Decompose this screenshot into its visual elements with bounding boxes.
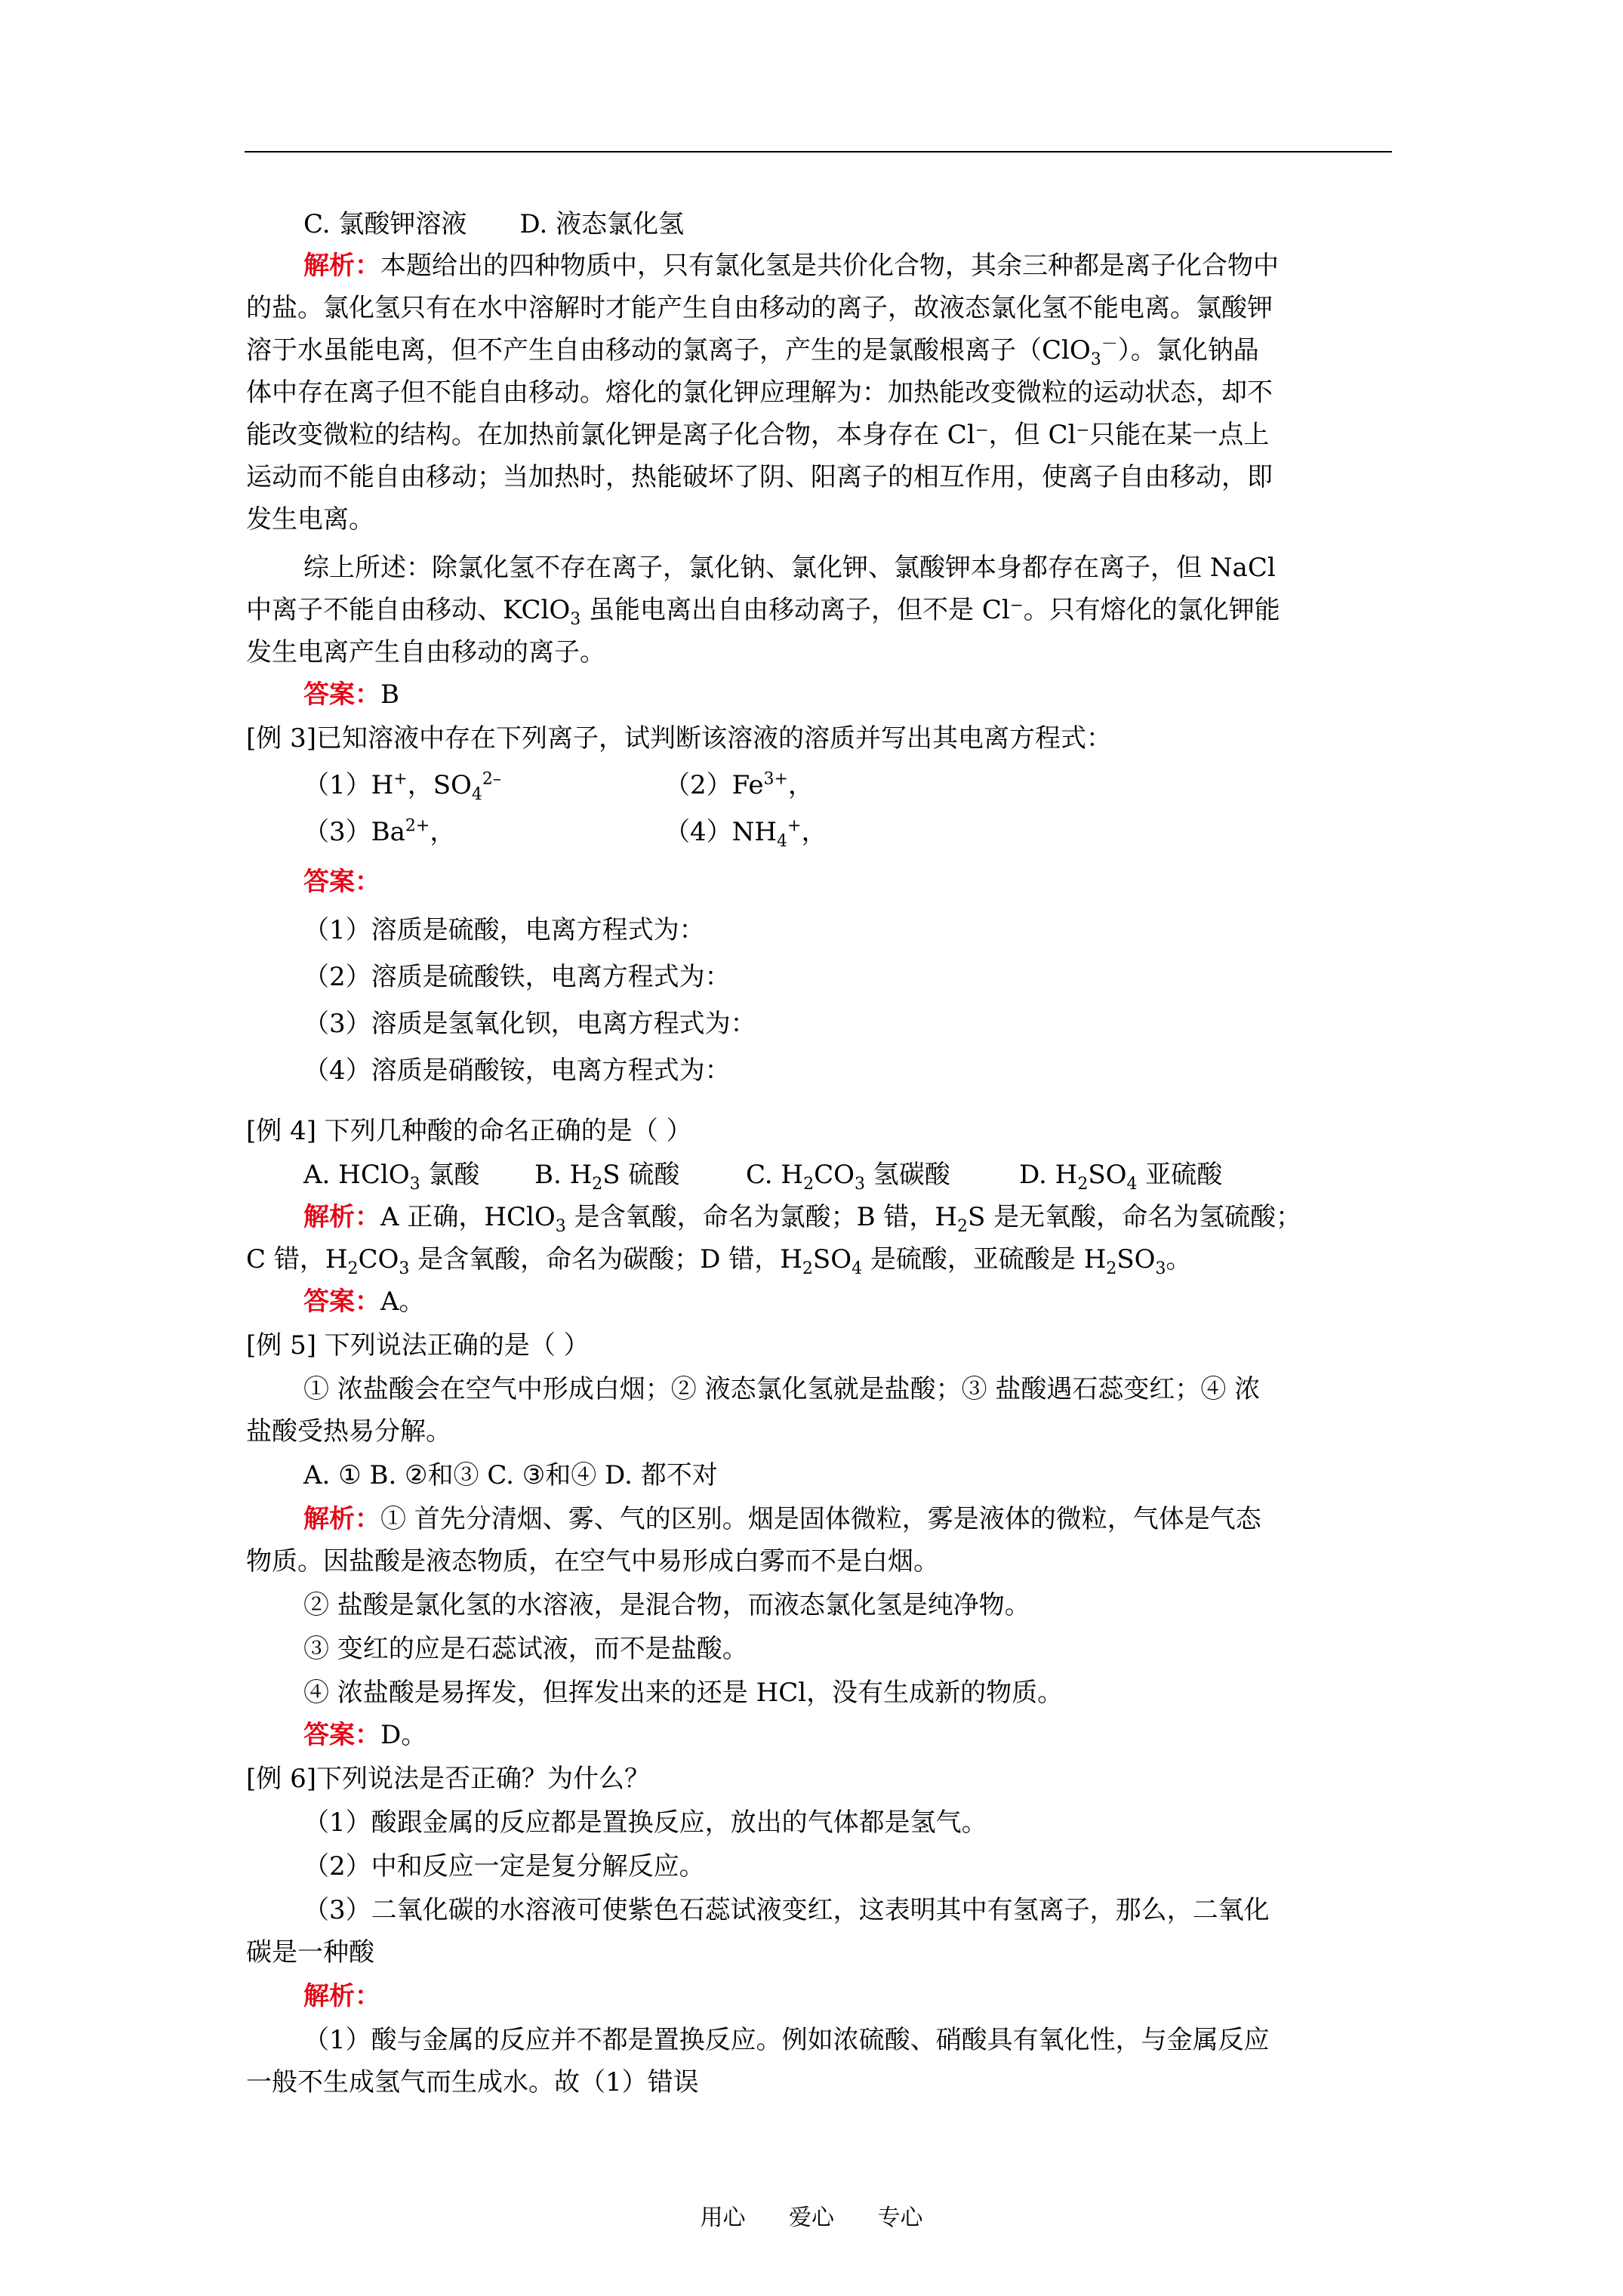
text: ， (787, 770, 814, 800)
analysis-label: 解析： (303, 251, 380, 281)
subscript: 3 (1155, 1259, 1166, 1278)
footer-text: 爱心 (789, 2205, 834, 2231)
text: ， (430, 817, 456, 847)
text: 本题给出的四种物质中，只有氯化氢是共价化合物，其余三种都是离子化合物中 (380, 251, 1279, 281)
answer-item: （1）溶质是硫酸，电离方程式为： (303, 915, 705, 945)
text: CO (814, 1160, 855, 1190)
text: S 硫酸 (602, 1160, 680, 1190)
subscript: 4 (471, 784, 482, 804)
text: （3）Ba (303, 817, 405, 847)
answer-value: B (380, 680, 399, 710)
text: SO (1088, 1160, 1127, 1190)
option-line (303, 769, 501, 802)
text: 氯酸 (420, 1160, 480, 1190)
text: ，SO (407, 770, 472, 800)
text: 。 (1166, 1244, 1192, 1274)
statement-line: （3）二氧化碳的水溶液可使紫色石蕊试液变红，这表明其中有氢离子，那么，二氧化 (303, 1895, 1270, 1925)
page-footer (0, 2199, 1623, 2232)
text: 是硫酸，亚硫酸是 H (862, 1244, 1107, 1274)
analysis-label: 解析： (303, 1202, 380, 1232)
analysis-label: 解析： (303, 1504, 380, 1534)
superscript: 2– (482, 769, 501, 789)
answer-item: （3）溶质是氢氧化钡，电离方程式为： (303, 1009, 756, 1039)
statement-line: 碳是一种酸 (246, 1937, 374, 1968)
statement-line: ① 浓盐酸会在空气中形成白烟；② 液态氯化氢就是盐酸；③ 盐酸遇石蕊变红；④ 浓 (303, 1374, 1261, 1404)
text: B. H (534, 1160, 593, 1190)
text: C 错，H (246, 1244, 348, 1274)
text: 氢碳酸 (864, 1160, 950, 1190)
analysis-line (303, 1502, 1261, 1536)
text: （1）H (303, 770, 394, 800)
footer-text: 专心 (877, 2205, 923, 2231)
text-line: 综上所述：除氯化氢不存在离子，氯化钠、氯化钾、氯酸钾本身都存在离子，但 NaCl (303, 553, 1276, 583)
text-line: 的盐。氯化氢只有在水中溶解时才能产生自由移动的离子，故液态氯化氢不能电离。氯酸钾 (246, 293, 1273, 323)
subscript: 2 (592, 1174, 603, 1194)
answer-label: 答案： (303, 867, 380, 897)
subscript: 3 (570, 609, 581, 629)
subscript: 3 (1090, 350, 1101, 369)
question-4: [例 4] 下列几种酸的命名正确的是（ ） (246, 1116, 692, 1146)
answer-value: A。 (380, 1287, 425, 1317)
answer-item: （4）溶质是硝酸铵，电离方程式为： (303, 1056, 731, 1086)
text-line: ③ 变红的应是石蕊试液，而不是盐酸。 (303, 1634, 748, 1664)
answer-line (303, 678, 399, 711)
subscript: 4 (852, 1259, 863, 1278)
option-line (664, 769, 814, 802)
question-3: [例 3]已知溶液中存在下列离子，试判断该溶液的溶质并写出其电离方程式： (246, 723, 1112, 754)
superscript: + (787, 816, 802, 836)
answer-value: D。 (380, 1720, 427, 1750)
subscript: 3 (409, 1174, 420, 1194)
text-line: 一般不生成氢气而生成水。故（1）错误 (246, 2067, 699, 2097)
option-b (534, 1158, 680, 1194)
superscript: + (393, 769, 408, 789)
text-line: 发生电离产生自由移动的离子。 (246, 637, 605, 667)
text-line (246, 593, 1280, 627)
options-line: A. ① B. ②和③ C. ③和④ D. 都不对 (303, 1460, 718, 1490)
subscript: 3 (555, 1216, 566, 1236)
text-line: 能改变微粒的结构。在加热前氯化钾是离子化合物，本身存在 Cl⁻，但 Cl⁻只能在某一点上 (246, 420, 1270, 450)
text: C. H (746, 1160, 804, 1190)
text: SO (812, 1244, 852, 1274)
text: D. H (1019, 1160, 1078, 1190)
text: 溶于水虽能电离，但不产生自由移动的氯离子，产生的是氯酸根离子（ClO (246, 335, 1091, 365)
text-line: （1）酸与金属的反应并不都是置换反应。例如浓硫酸、硝酸具有氧化性，与金属反应 (303, 2025, 1270, 2055)
text: ， (801, 817, 827, 847)
option-a (303, 1158, 480, 1194)
statement-line: （1）酸跟金属的反应都是置换反应，放出的气体都是氢气。 (303, 1808, 987, 1838)
answer-item: （2）溶质是硫酸铁，电离方程式为： (303, 962, 731, 992)
subscript: 2 (803, 1174, 815, 1194)
subscript: 2 (347, 1259, 359, 1278)
subscript: 3 (854, 1174, 865, 1194)
option-d: D. 液态氯化氢 (519, 209, 685, 239)
text: ）。氯化钠晶 (1117, 335, 1259, 365)
answer-label: 答案： (303, 680, 380, 710)
answer-line (303, 1718, 427, 1752)
options-line (303, 208, 684, 241)
subscript: 2 (802, 1259, 813, 1278)
text: CO (358, 1244, 399, 1274)
question-6: [例 6]下列说法是否正确？为什么？ (246, 1764, 650, 1794)
text-line: ④ 浓盐酸是易挥发，但挥发出来的还是 HCl，没有生成新的物质。 (303, 1678, 1064, 1708)
analysis-label-line (303, 1980, 380, 2013)
text: 中离子不能自由移动、KClO (246, 595, 571, 625)
text: 是含氧酸，命名为氯酸；B 错，H (565, 1202, 958, 1232)
subscript: 2 (1077, 1174, 1089, 1194)
text: ① 首先分清烟、雾、气的区别。烟是固体微粒，雾是液体的微粒，气体是气态 (380, 1504, 1261, 1534)
option-line (664, 815, 827, 849)
subscript: 2 (957, 1216, 969, 1236)
analysis-label: 解析： (303, 1981, 380, 2011)
footer-text: 用心 (700, 2205, 746, 2231)
text: （4）NH (664, 817, 778, 847)
analysis-line (303, 249, 1279, 282)
text: 亚硫酸 (1137, 1160, 1223, 1190)
text-line: ② 盐酸是氯化氢的水溶液，是混合物，而液态氯化氢是纯净物。 (303, 1590, 1030, 1620)
text: （2）Fe (664, 770, 764, 800)
text: S 是无氧酸，命名为氢硫酸； (968, 1202, 1302, 1232)
subscript: 3 (399, 1259, 410, 1278)
text: 是含氧酸，命名为碳酸；D 错，H (409, 1244, 802, 1274)
statement-line: 盐酸受热易分解。 (246, 1416, 451, 1447)
answer-label-line (303, 865, 380, 898)
text: 虽能电离出自由移动离子，但不是 Cl⁻。只有熔化的氯化钾能 (581, 595, 1280, 625)
superscript: 2+ (405, 816, 430, 836)
option-d (1019, 1158, 1223, 1194)
subscript: 4 (777, 831, 788, 851)
question-5: [例 5] 下列说法正确的是（ ） (246, 1330, 590, 1361)
superscript: 3+ (763, 769, 788, 789)
analysis-line (303, 1200, 1301, 1234)
statement-line: （2）中和反应一定是复分解反应。 (303, 1851, 705, 1881)
text-line: 运动而不能自由移动；当加热时，热能破坏了阴、阳离子的相互作用，使离子自由移动，即 (246, 462, 1273, 492)
option-c: C. 氯酸钾溶液 (303, 209, 467, 239)
header-rule (245, 151, 1392, 153)
text-line: 物质。因盐酸是液态物质，在空气中易形成白雾而不是白烟。 (246, 1546, 939, 1576)
text: A. HClO (303, 1160, 410, 1190)
text-line (246, 1243, 1192, 1276)
option-line (303, 815, 455, 849)
text-line: 发生电离。 (246, 504, 374, 535)
text-line: 体中存在离子但不能自由移动。熔化的氯化钾应理解为：加热能改变微粒的运动状态，却不 (246, 378, 1273, 408)
text: A 正确，HClO (380, 1202, 556, 1232)
answer-label: 答案： (303, 1287, 380, 1317)
subscript: 2 (1106, 1259, 1117, 1278)
text: SO (1116, 1244, 1156, 1274)
superscript: － (1101, 334, 1118, 354)
answer-label: 答案： (303, 1720, 380, 1750)
option-c (746, 1158, 950, 1194)
answer-line (303, 1285, 425, 1318)
text-line (246, 334, 1259, 367)
subscript: 4 (1126, 1174, 1138, 1194)
